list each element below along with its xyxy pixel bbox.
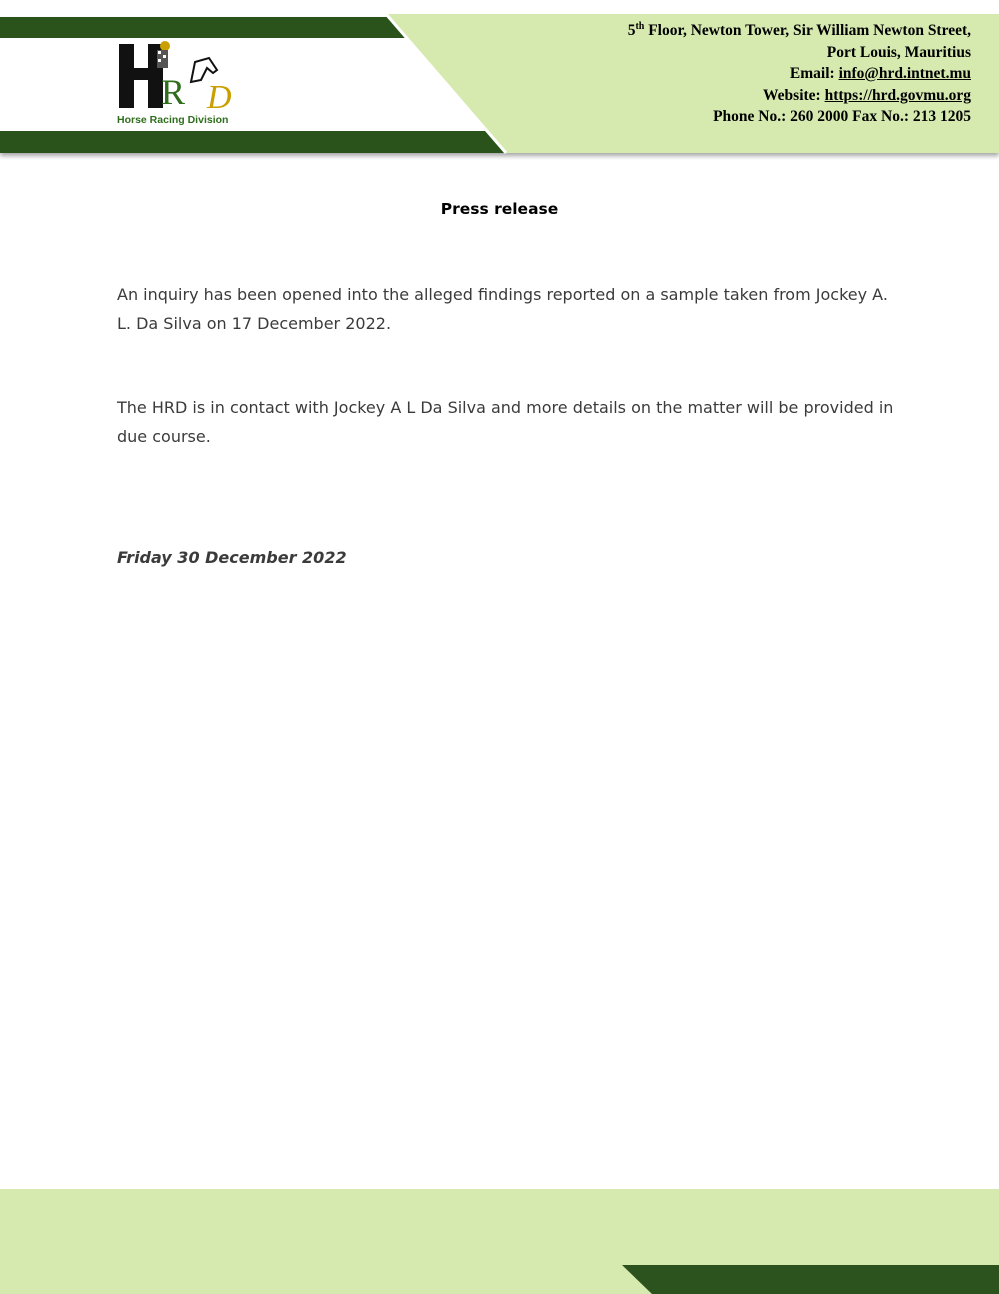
contact-info (628, 20, 971, 128)
website-line: Website: https://hrd.govmu.org (763, 86, 971, 104)
page-title: Press release (440, 200, 559, 218)
hrd-logo-mark (117, 40, 241, 114)
email-line: Email: info@hrd.intnet.mu (789, 65, 971, 82)
city-line: Port Louis, Mauritius (826, 43, 971, 61)
phone-fax-line: Phone No.: 260 2000 Fax No.: 213 1205 (713, 108, 971, 125)
address-line: 5th Floor, Newton Tower, Sir William Newton Street, (627, 20, 971, 39)
release-date: Friday 30 December 2022 (117, 548, 347, 567)
hrd-logo (117, 40, 241, 130)
website-link[interactable]: https://hrd.govmu.org (824, 86, 971, 104)
paragraph-inquiry: An inquiry has been opened into the alleged findings reported on a sample taken from Jockey A. L. Da Silva on 17 December 2022. (117, 285, 888, 333)
paragraph-contact: The HRD is in contact with Jockey A L Da Silva and more details on the matter will be provided in due course. (117, 398, 894, 446)
logo-caption: Horse Racing Division (117, 114, 229, 126)
svg-text:D: D (207, 79, 232, 114)
footer-band (0, 1189, 999, 1294)
svg-text:R: R (161, 72, 186, 112)
email-link[interactable]: info@hrd.intnet.mu (838, 65, 971, 82)
